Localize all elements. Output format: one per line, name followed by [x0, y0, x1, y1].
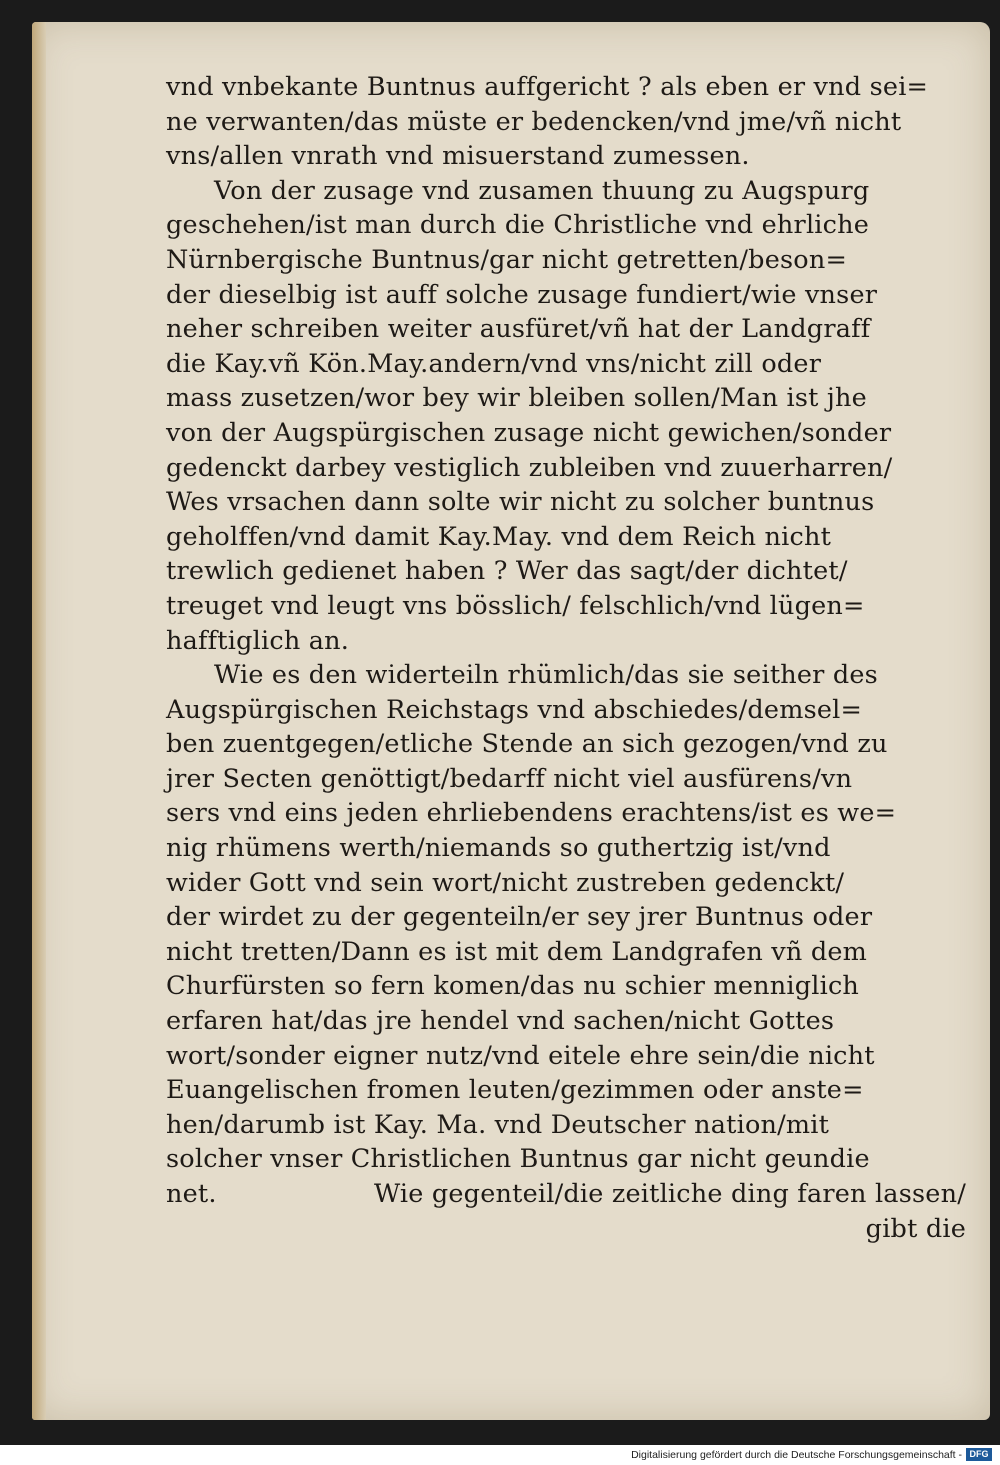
text-line: gedenckt darbey vestiglich zubleiben vnd zuuerharren/	[166, 452, 893, 483]
text-line: wort/sonder eigner nutz/vnd eitele ehre sein/die nicht	[166, 1040, 875, 1071]
text-line: erfaren hat/das jre hendel vnd sachen/nicht Gottes	[166, 1006, 835, 1037]
text-line: wider Gott vnd sein wort/nicht zustreben gedenckt/	[166, 867, 845, 898]
text-line: treuget vnd leugt vns bösslich/ felschlich/vnd lügen=	[166, 590, 865, 621]
footer-bar	[0, 1445, 1000, 1465]
text-line: trewlich gedienet haben ? Wer das sagt/der dichtet/	[166, 556, 848, 587]
text-line: geschehen/ist man durch die Christliche vnd ehrliche	[166, 210, 870, 241]
page-edge	[32, 22, 46, 1420]
text-line: Nürnbergische Buntnus/gar nicht getretten/beson=	[166, 244, 848, 275]
text-line: sers vnd eins jeden ehrliebendens erachtens/ist es we=	[166, 798, 897, 829]
paragraph-start: Wie gegenteil/die zeitliche ding faren lassen/	[373, 1179, 966, 1209]
text-line-end: net.	[166, 1179, 217, 1209]
text-line: mass zusetzen/wor bey wir bleiben sollen/Man ist jhe	[166, 383, 867, 414]
text-line: Euangelischen fromen leuten/gezimmen oder anste=	[166, 1075, 864, 1106]
text-line: Churfürsten so fern komen/das nu schier menniglich	[166, 971, 860, 1002]
text-line: vns/allen vnrath vnd misuerstand zumessen.	[166, 141, 750, 172]
text-line: hafftiglich an.	[166, 625, 350, 656]
page-text	[166, 70, 966, 1246]
text-line: jrer Secten genöttigt/bedarff nicht viel ausfürens/vn	[166, 763, 853, 794]
catchword: gibt die	[865, 1213, 966, 1244]
text-line: die Kay.vñ Kön.May.andern/vnd vns/nicht zill oder	[166, 348, 822, 379]
text-line-split	[166, 1177, 966, 1212]
text-line: Wes vrsachen dann solte wir nicht zu solcher buntnus	[166, 487, 875, 518]
funding-notice: Digitalisierung gefördert durch die Deutsche Forschungsgemeinschaft -	[631, 1449, 962, 1461]
text-line: neher schreiben weiter ausfüret/vñ hat der Landgraff	[166, 314, 871, 345]
text-line: hen/darumb ist Kay. Ma. vnd Deutscher nation/mit	[166, 1109, 830, 1140]
text-line: nig rhümens werth/niemands so guthertzig ist/vnd	[166, 833, 831, 864]
dfg-logo: DFG	[966, 1448, 992, 1461]
text-line: der wirdet zu der gegenteiln/er sey jrer Buntnus oder	[166, 902, 873, 933]
text-line: ben zuentgegen/etliche Stende an sich gezogen/vnd zu	[166, 729, 888, 760]
text-line: Von der zusage vnd zusamen thuung zu Augspurg	[214, 175, 870, 206]
text-line: der dieselbig ist auff solche zusage fundiert/wie vnser	[166, 279, 878, 310]
text-line: solcher vnser Christlichen Buntnus gar nicht geundie	[166, 1144, 870, 1175]
text-line: Augspürgischen Reichstags vnd abschiedes/demsel=	[166, 694, 863, 725]
text-line: Wie es den widerteiln rhümlich/das sie seither des	[214, 660, 878, 691]
text-line: ne verwanten/das müste er bedencken/vnd jme/vñ nicht	[166, 106, 902, 137]
text-line: nicht tretten/Dann es ist mit dem Landgrafen vñ dem	[166, 936, 868, 967]
text-line: geholffen/vnd damit Kay.May. vnd dem Reich nicht	[166, 521, 832, 552]
text-line: vnd vnbekante Buntnus auffgericht ? als eben er vnd sei=	[166, 72, 929, 102]
text-line: von der Augspürgischen zusage nicht gewichen/sonder	[166, 417, 892, 448]
